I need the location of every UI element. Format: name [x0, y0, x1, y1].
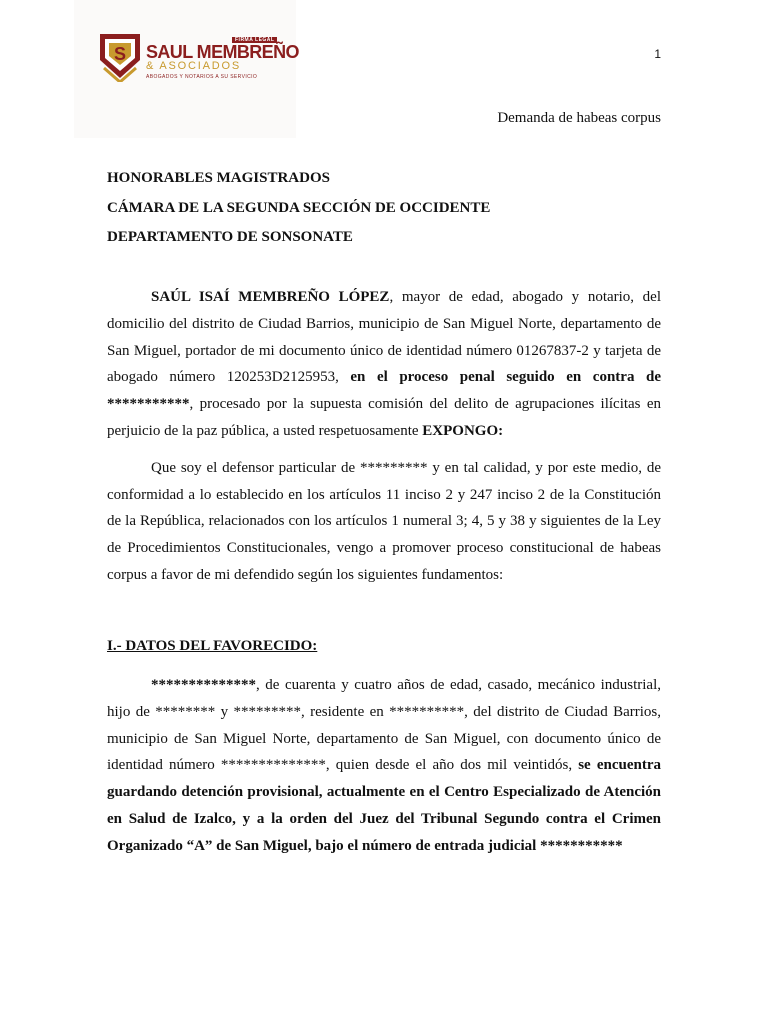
document-title: Demanda de habeas corpus: [497, 110, 661, 126]
logo-subtitle: & ASOCIADOS: [146, 60, 241, 72]
svg-text:S: S: [113, 44, 127, 64]
logo-firm-label: FIRMA LEGAL: [232, 37, 277, 43]
expongo-label: EXPONGO:: [422, 422, 504, 439]
lawyer-name: SAÚL ISAÍ MEMBREÑO LÓPEZ: [151, 289, 390, 305]
intro-paragraph-1: SAÚL ISAÍ MEMBREÑO LÓPEZ, mayor de edad, abogado y notario, del domicilio del distrito de Ciudad Barrios, municipio de San Miguel Norte, departamento de San Miguel, portador de mi documento único de identidad número 01267837-2 y tarjeta de abogado número 120253D2125953, en el proceso penal seguido en contra de ***********, procesado por la supuesta comisión del delito de agrupaciones ilícitas en perjuicio de la paz pública, a usted respetuosamente EXPONGO:: [107, 289, 662, 439]
section-heading: I.- DATOS DEL FAVORECIDO:: [107, 638, 318, 654]
page-number: 1: [654, 47, 661, 61]
shield-logo-icon: [98, 30, 142, 82]
favorecido-section: [107, 672, 661, 870]
addressee-block: [107, 168, 661, 257]
addressee-line: CÁMARA DE LA SEGUNDA SECCIÓN DE OCCIDENTE: [107, 199, 491, 216]
logo-brand-name: SAUL MEMBREÑO: [146, 42, 299, 62]
intro-paragraph-2: Que soy el defensor particular de ********* y en tal calidad, y por este medio, de conformidad a lo establecido en los artículos 11 inciso 2 y 247 inciso 2 de la Constitución de la República, relacionados con los artículos 1 numeral 3; 4, 5 y 38 y siguientes de la Ley de Procedimientos Constitucionales, vengo a promover proceso constitucional de habeas corpus a favor de mi defendido según los siguientes fundamentos:: [107, 459, 661, 583]
favorecido-paragraph: **************, de cuarenta y cuatro años de edad, casado, mecánico industrial, hijo de ******** y *********, residente en **********, del distrito de Ciudad Barrios, municipio de San Miguel Norte, departamento de San Miguel, con documento único de identidad número **************, quien desde el año dos mil veintidós, se encuentra guardando detención provisional, actualmente en el Centro Especializado de Atención en Salud de Izalco, y a la orden del Juez del Tribunal Segundo contra el Crimen Organizado “A” de San Miguel, bajo el número de entrada judicial ***********: [107, 677, 661, 854]
intro-section: [107, 284, 661, 599]
logo-tagline: ABOGADOS Y NOTARIOS A SU SERVICIO: [146, 74, 258, 80]
addressee-line: HONORABLES MAGISTRADOS: [107, 170, 330, 186]
firm-logo: [74, 0, 299, 138]
addressee-line: DEPARTAMENTO DE SONSONATE: [107, 229, 353, 245]
